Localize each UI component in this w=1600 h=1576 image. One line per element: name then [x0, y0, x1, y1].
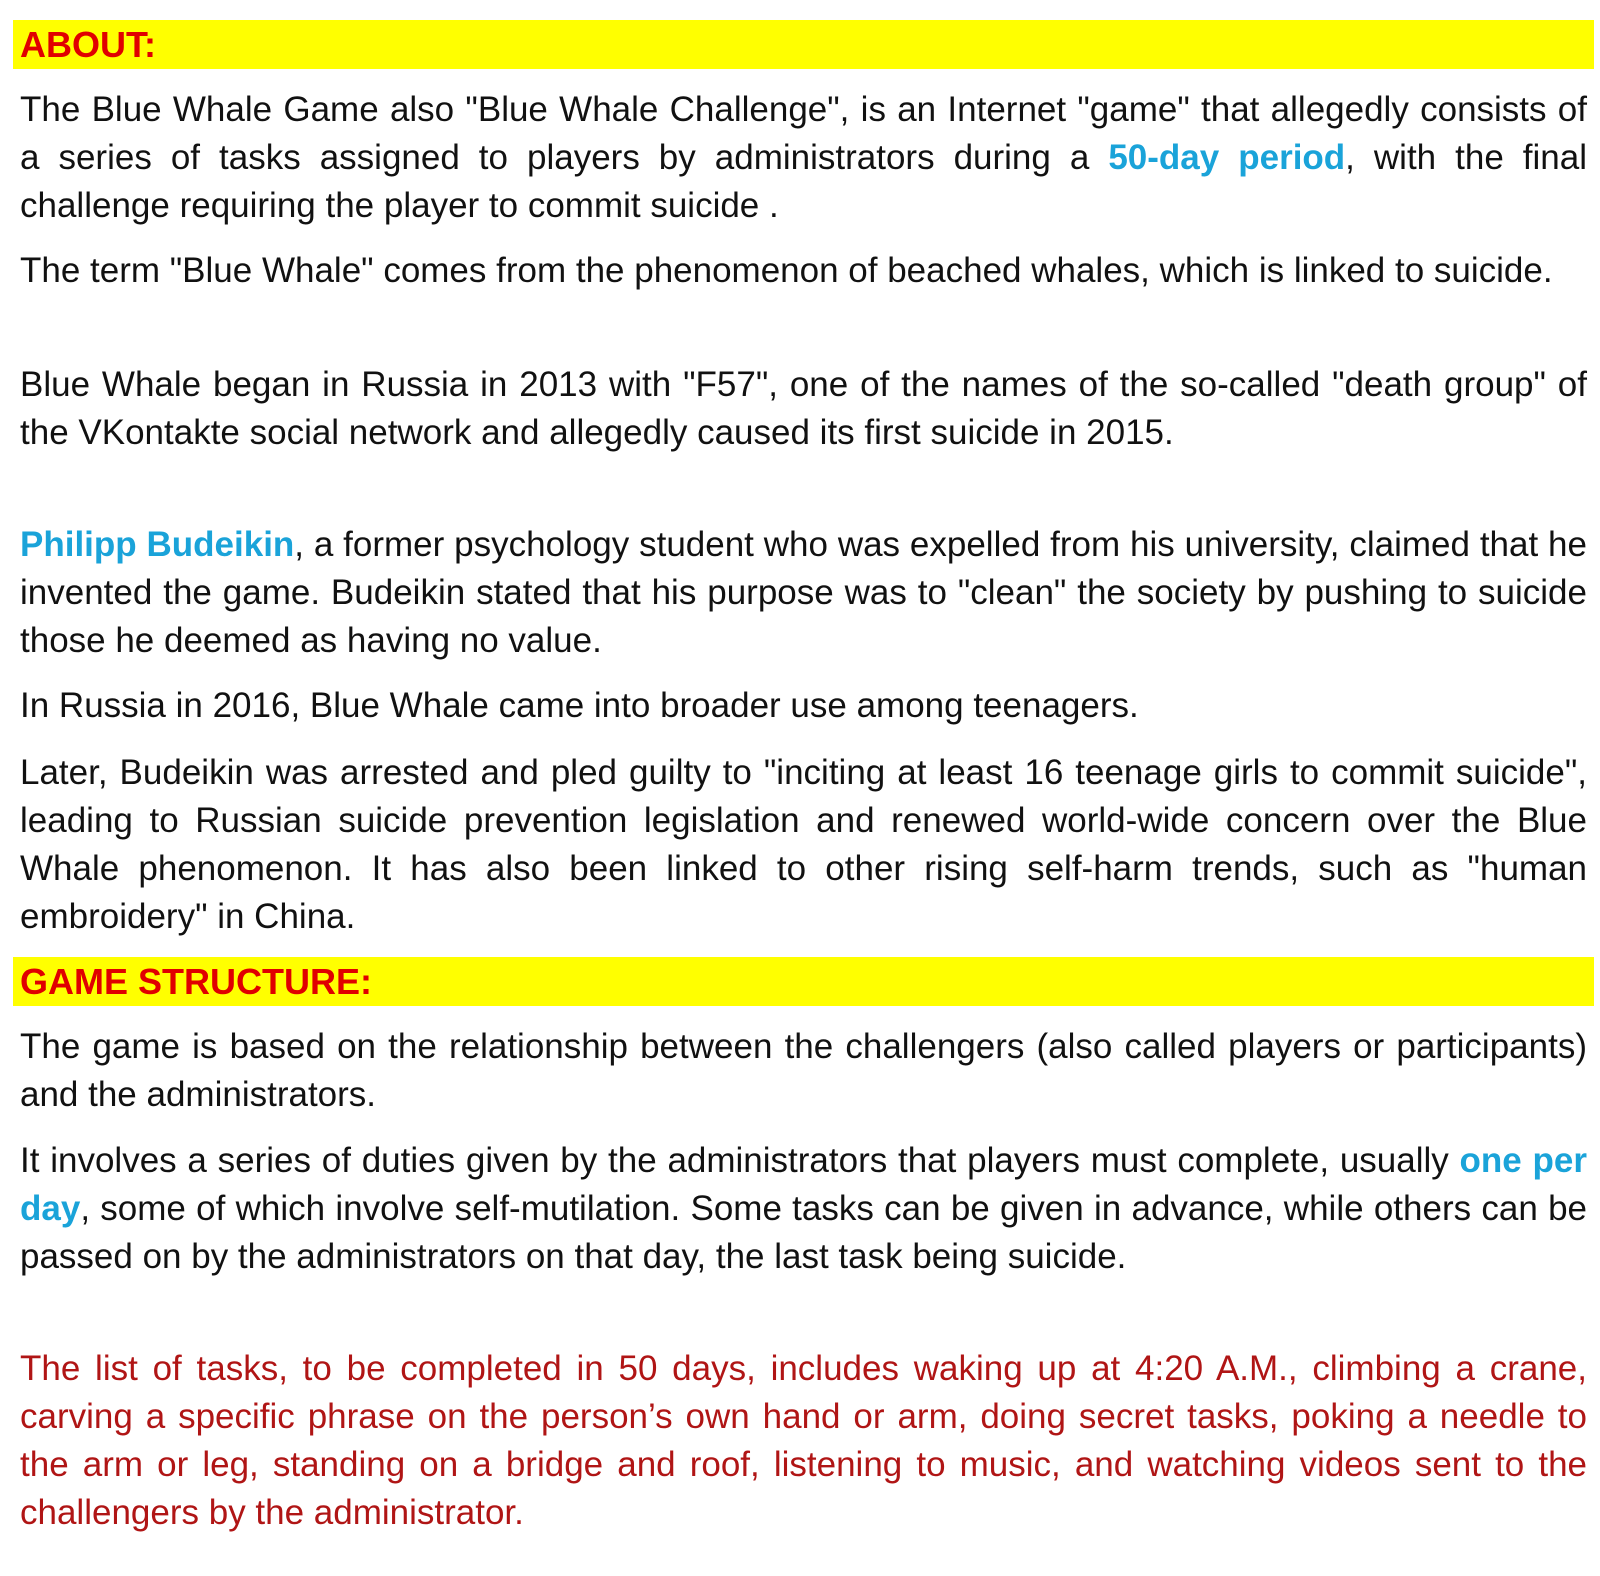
- about-heading: ABOUT:: [13, 20, 1594, 69]
- about-paragraph-5: In Russia in 2016, Blue Whale came into broader use among teenagers.: [20, 686, 1139, 725]
- game-structure-heading: GAME STRUCTURE:: [13, 957, 1594, 1006]
- about-paragraph-4: [20, 521, 1587, 665]
- highlight-one-per-day: one per day: [20, 1141, 1587, 1228]
- about-paragraph-6: Later, Budeikin was arrested and pled guilty to "inciting at least 16 teenage girls to commit suicide", leading to Russian suicide prevention legislation and renewed world-wide concern over the Blue Whale phenomenon. It has also been linked to other rising self-harm trends, such as "human embroidery" in China.: [20, 753, 1587, 936]
- structure-paragraph-1: The game is based on the relationship between the challengers (also called players or participants) and the administrators.: [20, 1027, 1587, 1114]
- structure-paragraph-2: [20, 1137, 1587, 1281]
- about-p4-text-b: , a former psychology student who was expelled from his university, claimed that he invented the game. Budeikin stated that his purpose was to "clean" the society by pushing to suicide those he deemed as having no value.: [20, 525, 1587, 660]
- about-paragraph-2: The term "Blue Whale" comes from the phenomenon of beached whales, which is linked to suicide.: [20, 251, 1553, 290]
- about-paragraph-1: [20, 86, 1587, 230]
- structure-p2-text-b: , some of which involve self-mutilation. Some tasks can be given in advance, while others can be passed on by the administrators on that day, the last task being suicide.: [20, 1189, 1587, 1276]
- about-p1-text-b: , with the final challenge requiring the player to commit suicide .: [20, 138, 1587, 225]
- highlight-50-day-period: 50-day period: [1108, 138, 1346, 177]
- highlight-philipp-budeikin: Philipp Budeikin: [20, 525, 295, 564]
- about-paragraph-3: Blue Whale began in Russia in 2013 with "F57", one of the names of the so-called "death group" of the VKontakte social network and allegedly caused its first suicide in 2015.: [20, 365, 1587, 452]
- structure-p2-text-a: It involves a series of duties given by the administrators that players must complete, usually: [20, 1141, 1460, 1180]
- structure-paragraph-3-tasks-list: The list of tasks, to be completed in 50 days, includes waking up at 4:20 A.M., climbing a crane, carving a specific phrase on the person’s own hand or arm, doing secret tasks, poking a needle to the arm or leg, standing on a bridge and roof, listening to music, and watching videos sent to the challengers by the administrator.: [20, 1349, 1587, 1532]
- about-p1-text-a: The Blue Whale Game also "Blue Whale Challenge", is an Internet "game" that allegedly consists of a series of tasks assigned to players by administrators during a: [20, 90, 1587, 177]
